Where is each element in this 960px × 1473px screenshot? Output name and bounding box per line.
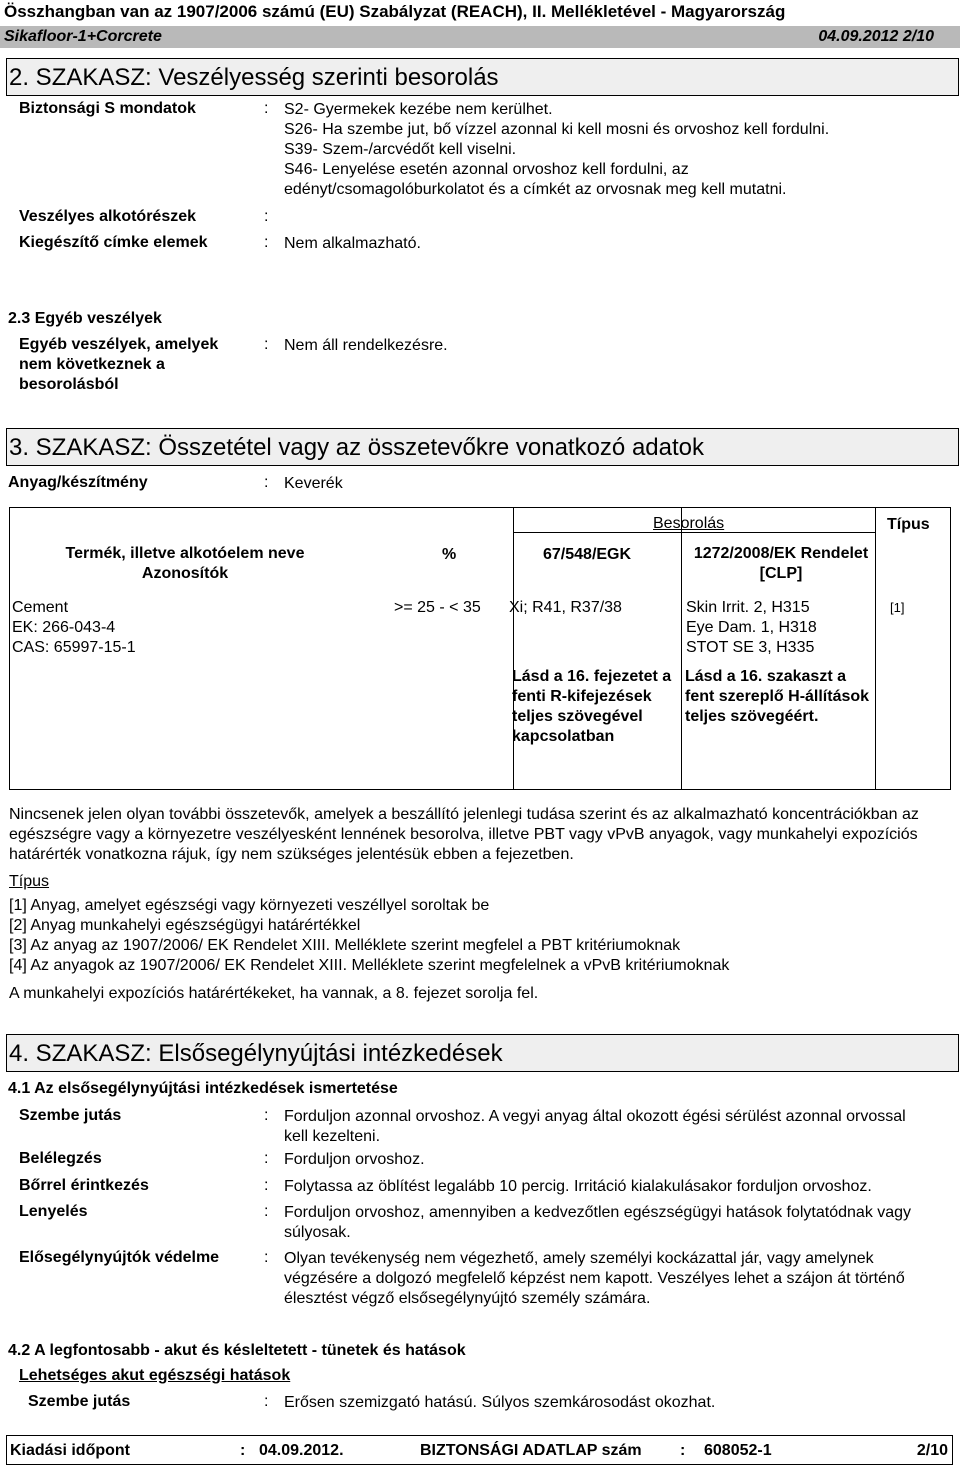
section3-title: 3. SZAKASZ: Összetétel vagy az összetevőkre vonatkozó adatok [9, 434, 705, 461]
cas-number: CAS: 65997-15-1 [12, 639, 136, 656]
composition-table [9, 507, 951, 790]
ec-number: EK: 266-043-4 [12, 619, 116, 636]
subsection-2-3-title: 2.3 Egyéb veszélyek [8, 310, 162, 327]
type-legend-item: [4] Az anyagok az 1907/2006/ EK Rendelet XIII. Melléklete szerint megfelelnek a vPvB kritériumoknak [9, 957, 730, 974]
first-aid-skin-text: Folytassa az öblítést legalább 10 percig. Irritáció kialakulásakor forduljon orvoshoz. [284, 1178, 872, 1195]
colon: : [264, 1249, 269, 1266]
header-date-page: 04.09.2012 2/10 [818, 28, 934, 45]
acute-effects-title: Lehetséges akut egészségi hatások [19, 1367, 291, 1384]
subsection-4-1-title: 4.1 Az elsősegélynyújtási intézkedések ismertetése [8, 1080, 398, 1097]
component-clp-classification [686, 598, 817, 658]
substance-label: Anyag/készítmény [8, 474, 148, 491]
component-percent: >= 25 - < 35 [394, 599, 481, 616]
section4-heading-box [6, 1034, 959, 1072]
type-legend-list [9, 896, 951, 976]
other-hazards-value: Nem áll rendelkezésre. [284, 337, 448, 354]
colon: : [264, 336, 269, 353]
hazardous-components-label: Veszélyes alkotórészek [19, 208, 197, 225]
section2-heading-box [6, 58, 959, 96]
product-name: Sikafloor-1+Corcrete [4, 28, 162, 45]
issue-date-value: 04.09.2012. [259, 1442, 344, 1459]
identifiers-header: Azonosítók [141, 565, 229, 582]
name-header [50, 544, 320, 584]
exposure-limits-note: A munkahelyi expozíciós határértékeket, ha vannak, a 8. fejezet sorolja fel. [9, 985, 539, 1002]
s-phrases-list [284, 100, 944, 200]
clp-line: Skin Irrit. 2, H315 [686, 599, 810, 616]
clp-line: STOT SE 3, H335 [686, 639, 815, 656]
first-aider-protection-label: Elősegélynyújtók védelme [19, 1249, 220, 1266]
first-aid-inhalation-text: Forduljon orvoshoz. [284, 1151, 425, 1168]
type-legend-item: [3] Az anyag az 1907/2006/ EK Rendelet XIII. Melléklete szerint megfelel a PBT kritériumoknak [9, 937, 681, 954]
column-divider [681, 508, 682, 789]
acute-eye-text: Erősen szemizgató hatású. Súlyos szemkárosodást okozhat. [284, 1394, 716, 1411]
colon: : [264, 1393, 269, 1410]
s-phrase: S26- Ha szembe jut, bő vízzel azonnal ki kell mosni és orvoshoz kell fordulni. [284, 121, 830, 138]
sds-number-value: 608052-1 [704, 1442, 772, 1459]
page-number: 2/10 [916, 1442, 948, 1459]
additional-ingredients-paragraph: Nincsenek jelen olyan további összetevők, amelyek a beszállító jelenlegi tudása szerint és az alkalmazható koncentrációkban az egészségre vagy a környezetre veszélyesként lennének besorolva, illetve PBT vagy vPvB anyagok, vagy munkahelyi expozíciós határérték vonatkozna rájuk, így nem szükséges jelentésük ebben a fejezetben. [9, 806, 919, 863]
component-eu-classification: Xi; R41, R37/38 [509, 599, 622, 616]
s-phrase: S39- Szem-/arcvédőt kell viselni. [284, 141, 517, 158]
type-legend-item: [2] Anyag munkahelyi egészségügyi határértékkel [9, 917, 361, 934]
first-aid-inhalation-label: Belélegzés [19, 1150, 102, 1167]
first-aid-eye-text: Forduljon azonnal orvoshoz. A vegyi anyag által okozott égési sérülést azonnal orvossal kell kezelteni. [284, 1108, 906, 1145]
component-identifiers [12, 598, 136, 658]
s-phrases-label: Biztonsági S mondatok [19, 100, 196, 117]
first-aid-skin-label: Bőrrel érintkezés [19, 1177, 149, 1194]
colon: : [264, 1177, 269, 1194]
supplementary-label-elements-value: Nem alkalmazható. [284, 235, 421, 252]
type-legend-item: [1] Anyag, amelyet egészségi vagy környezeti veszéllyel soroltak be [9, 897, 490, 914]
besorolas-header: Besorolás [653, 515, 725, 532]
clp-line: Eye Dam. 1, H318 [686, 619, 817, 636]
sds-number-label: BIZTONSÁGI ADATLAP szám [420, 1442, 642, 1459]
supplementary-label-elements-label: Kiegészítő címke elemek [19, 234, 208, 251]
name-header-line: Termék, illetve alkotóelem neve [65, 545, 305, 562]
colon: : [264, 1203, 269, 1220]
type-legend-title: Típus [9, 873, 50, 890]
s-phrase: S46- Lenyelése esetén azonnal orvoshoz kell fordulni, az [284, 161, 689, 178]
first-aid-ingestion-label: Lenyelés [19, 1203, 88, 1220]
first-aid-ingestion-text: Forduljon orvoshoz, amennyiben a kedvezőtlen egészségügyi hatások folytatódnak vagy súlyosak. [284, 1204, 912, 1241]
colon: : [264, 234, 269, 251]
colon: : [264, 100, 269, 117]
component-name: Cement [12, 599, 69, 616]
clp-footnote: Lásd a 16. szakaszt a fent szereplő H-állítások teljes szövegéért. [685, 668, 870, 725]
section4-title: 4. SZAKASZ: Elsősegélynyújtási intézkedések [9, 1040, 503, 1067]
first-aid-eye-label: Szembe jutás [19, 1107, 122, 1124]
colon: : [264, 1150, 269, 1167]
page-footer [6, 1435, 953, 1465]
eu-directive-header: 67/548/EGK [543, 546, 632, 563]
colon: : [264, 1107, 269, 1124]
section3-heading-box [6, 428, 959, 466]
issue-date-label: Kiadási időpont [10, 1442, 130, 1459]
section2-title: 2. SZAKASZ: Veszélyesség szerinti besorolás [9, 64, 499, 91]
component-type: [1] [890, 600, 905, 615]
colon: : [680, 1442, 686, 1459]
acute-eye-label: Szembe jutás [28, 1393, 131, 1410]
colon: : [264, 208, 269, 225]
s-phrase: S2- Gyermekek kezébe nem kerülhet. [284, 101, 553, 118]
colon: : [264, 474, 269, 491]
first-aider-protection-text: Olyan tevékenység nem végezhető, amely személyi kockázattal jár, vagy amelynek végzésére a dolgozó megfelelő képzést nem kapott. Veszélyes lehet a szájon át történő élesztést végző elsősegélynyújtó személy számára. [284, 1250, 905, 1307]
subsection-4-2-title: 4.2 A legfontosabb - akut és késleltetett - tünetek és hatások [8, 1342, 466, 1359]
clp-header: 1272/2008/EK Rendelet [CLP] [693, 545, 869, 582]
colon: : [240, 1442, 246, 1459]
s-phrase: edényt/csomagolóburkolatot és a címkét az orvosnak meg kell mutatni. [284, 181, 787, 198]
other-hazards-label: Egyéb veszélyek, amelyek nem következnek a besorolásból [19, 336, 219, 393]
substance-value: Keverék [284, 475, 343, 492]
eu-footnote: Lásd a 16. fejezetet a fenti R-kifejezések teljes szövegével kapcsolatban [512, 668, 672, 745]
tipus-header: Típus [887, 516, 930, 533]
document-regulation-title: Összhangban van az 1907/2006 számú (EU) Szabályzat (REACH), II. Mellékletével - Magyarország [4, 2, 786, 21]
percent-header: % [442, 546, 457, 563]
